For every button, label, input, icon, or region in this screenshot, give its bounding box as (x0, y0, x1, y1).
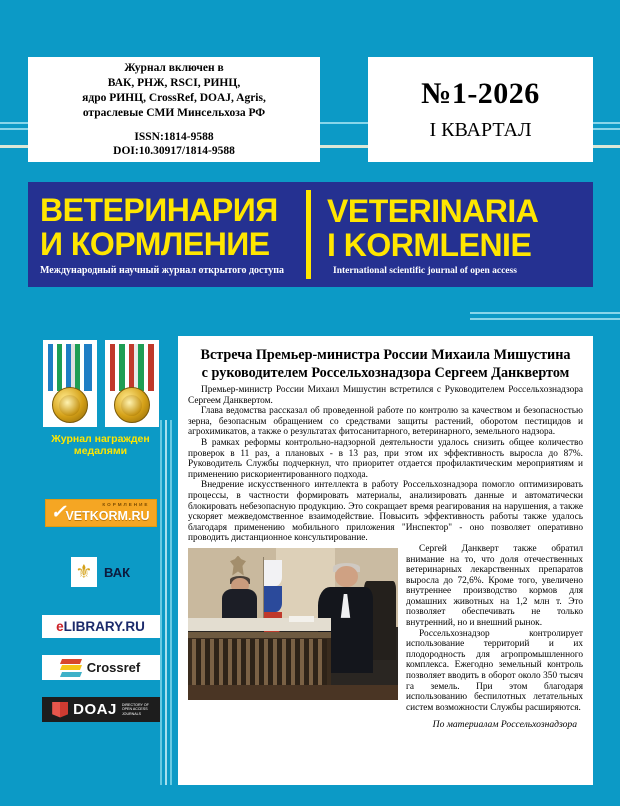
doaj-tagline-3: JOURNALS (121, 711, 142, 716)
decor-line (318, 122, 370, 124)
issue-number-box (368, 57, 593, 162)
vetkorm-label: VETKORM.RU (65, 509, 150, 523)
crossref-label: Crossref (86, 660, 141, 675)
article-paragraph: Внедрение искусственного интеллекта в работу Россельхознадзора помогло оптимизировать процессы, в частности формировать материалы, анализировать данные и автоматически блокировать небезопасную продукцию. Это сокращает время реагирования на нарушения, а также ускоряет межведомственное взаимодействие. Повысить эффективность работы также удалось благодаря применению мобильного приложения "Инспектор" - оно позволяет оперативно проводить дистанционное консультирование. (188, 480, 583, 544)
logo-elibrary[interactable] (42, 615, 160, 638)
medal-2 (105, 340, 159, 427)
doaj-tagline-1: DIRECTORY OF (121, 702, 149, 707)
article-paragraph: В рамках реформы контрольно-надзорной деятельности удалось снизить общее количество проверок в 11 раз, а плановых - в 13 раз, при этом их эффективность выросла до 87%. Руководитель Службы подчеркнул, что приоритет отдается профилактическим мероприятиям и применению рискориентированного подхода. (188, 437, 583, 480)
medal-disc-icon (114, 387, 150, 423)
title-en-line-1: VETERINARIA (327, 192, 539, 229)
sidebar (28, 340, 173, 722)
indexing-line-3: ядро РИНЦ, CrossRef, DOAJ, Agris, (82, 91, 266, 104)
double-headed-eagle-icon: ⚜ (71, 557, 97, 587)
meeting-photo (188, 548, 398, 700)
decor-line (592, 128, 620, 130)
logo-crossref[interactable] (42, 655, 160, 680)
article-paragraph: Премьер-министр России Михаил Мишустин встретился с Руководителем Россельхознадзора Сергеем Данквертом. (188, 385, 583, 406)
medal-caption-line-2: медалями (73, 445, 128, 457)
article-panel (178, 336, 593, 785)
journal-indexing-box (28, 57, 320, 162)
issue-number: №1-2026 (421, 77, 540, 110)
issue-quarter: I КВАРТАЛ (429, 119, 532, 141)
elibrary-rest: LIBRARY.RU (63, 619, 145, 634)
doaj-tagline-2: OPEN ACCESS (121, 707, 148, 712)
medal-ribbon-icon (48, 344, 92, 391)
article-paragraph: Глава ведомства рассказал об проведенной работе по контролю за качеством и безопасностью зерна, безопасным обращением со средствами защиты растений, оборотом пестицидов и агрохимикатов, а также о результатах фитосанитарного, ветеринарного, земельного надзора. (188, 406, 583, 438)
decor-line (470, 312, 620, 314)
indexing-line-2: ВАК, РНЖ, RSCI, РИНЦ, (107, 76, 241, 89)
elibrary-label (56, 619, 145, 634)
title-russian (28, 182, 306, 287)
indexing-line-4: отраслевые СМИ Минсельхоза РФ (82, 106, 266, 119)
vetkorm-top-text: КОРМЛЕНИЕ (102, 502, 150, 507)
title-en-line-2: I KORMLENIE (327, 226, 532, 263)
decor-line (470, 318, 620, 320)
article-headline (188, 346, 583, 382)
subtitle-en: International scientific journal of open access (333, 265, 517, 276)
journal-title-banner (28, 182, 593, 287)
doaj-tagline (122, 703, 149, 716)
russian-flag-icon (264, 560, 283, 586)
issn-value: ISSN:1814-9588 (134, 130, 214, 143)
headline-line-1: Встреча Премьер-министра России Михаила Мишустина (200, 347, 571, 363)
decor-line (592, 145, 620, 148)
decor-line (592, 122, 620, 124)
elibrary-e: e (56, 619, 64, 634)
logo-doaj[interactable] (42, 697, 160, 722)
vetkorm-swoosh-icon: ✓ (50, 502, 67, 523)
medal-caption (28, 433, 173, 457)
award-medals (28, 340, 173, 427)
title-ru-line-2: И КОРМЛЕНИЕ (40, 226, 270, 262)
headline-line-2: с руководителем Россельхознадзора Сергеем Данквертом (201, 365, 570, 381)
medal-ribbon-icon (110, 344, 154, 391)
indexing-line-1: Журнал включен в (124, 61, 224, 74)
vak-label: ВАК (103, 564, 131, 580)
article-paragraph: Сергей Данкверт также обратил внимание на то, что доля отечественных ветеринарных лекарственных препаратов выросла до 72,6%. Кроме того, увеличено внутреннее производство кормов для домашних животных на 1,2 млн т. Это позволяет обеспечивать не только внутренний, но и внешний рынок. (406, 543, 583, 629)
decor-line (318, 145, 370, 148)
medal-disc-icon (52, 387, 88, 423)
subtitle-ru: Международный научный журнал открытого доступа (40, 265, 284, 276)
logo-vetkorm[interactable] (45, 499, 157, 527)
medal-1 (43, 340, 97, 427)
doaj-label: DOAJ (73, 701, 117, 718)
medal-caption-line-1: Журнал награжден (51, 433, 150, 445)
doaj-flag-icon (52, 702, 68, 718)
crossref-marks-icon (61, 659, 81, 677)
decor-line (0, 128, 30, 130)
decor-line (0, 122, 30, 124)
title-ru-line-1: ВЕТЕРИНАРИЯ (40, 192, 278, 228)
title-english (311, 182, 593, 287)
article-paragraph: Россельхознадзор контролирует использование территорий и их плодородность для агропромышленного комплекса. Ежегодно земельный контроль позволяет вводить в оборот около 350 тысяч га земель. При этом благодаря использованию беспилотных летательных систем возможности Службы расширяются. (406, 628, 583, 713)
article-credit: По материалам Россельхознадзора (432, 719, 577, 731)
doi-value: DOI:10.30917/1814-9588 (113, 145, 235, 157)
logo-vak[interactable] (46, 555, 156, 589)
